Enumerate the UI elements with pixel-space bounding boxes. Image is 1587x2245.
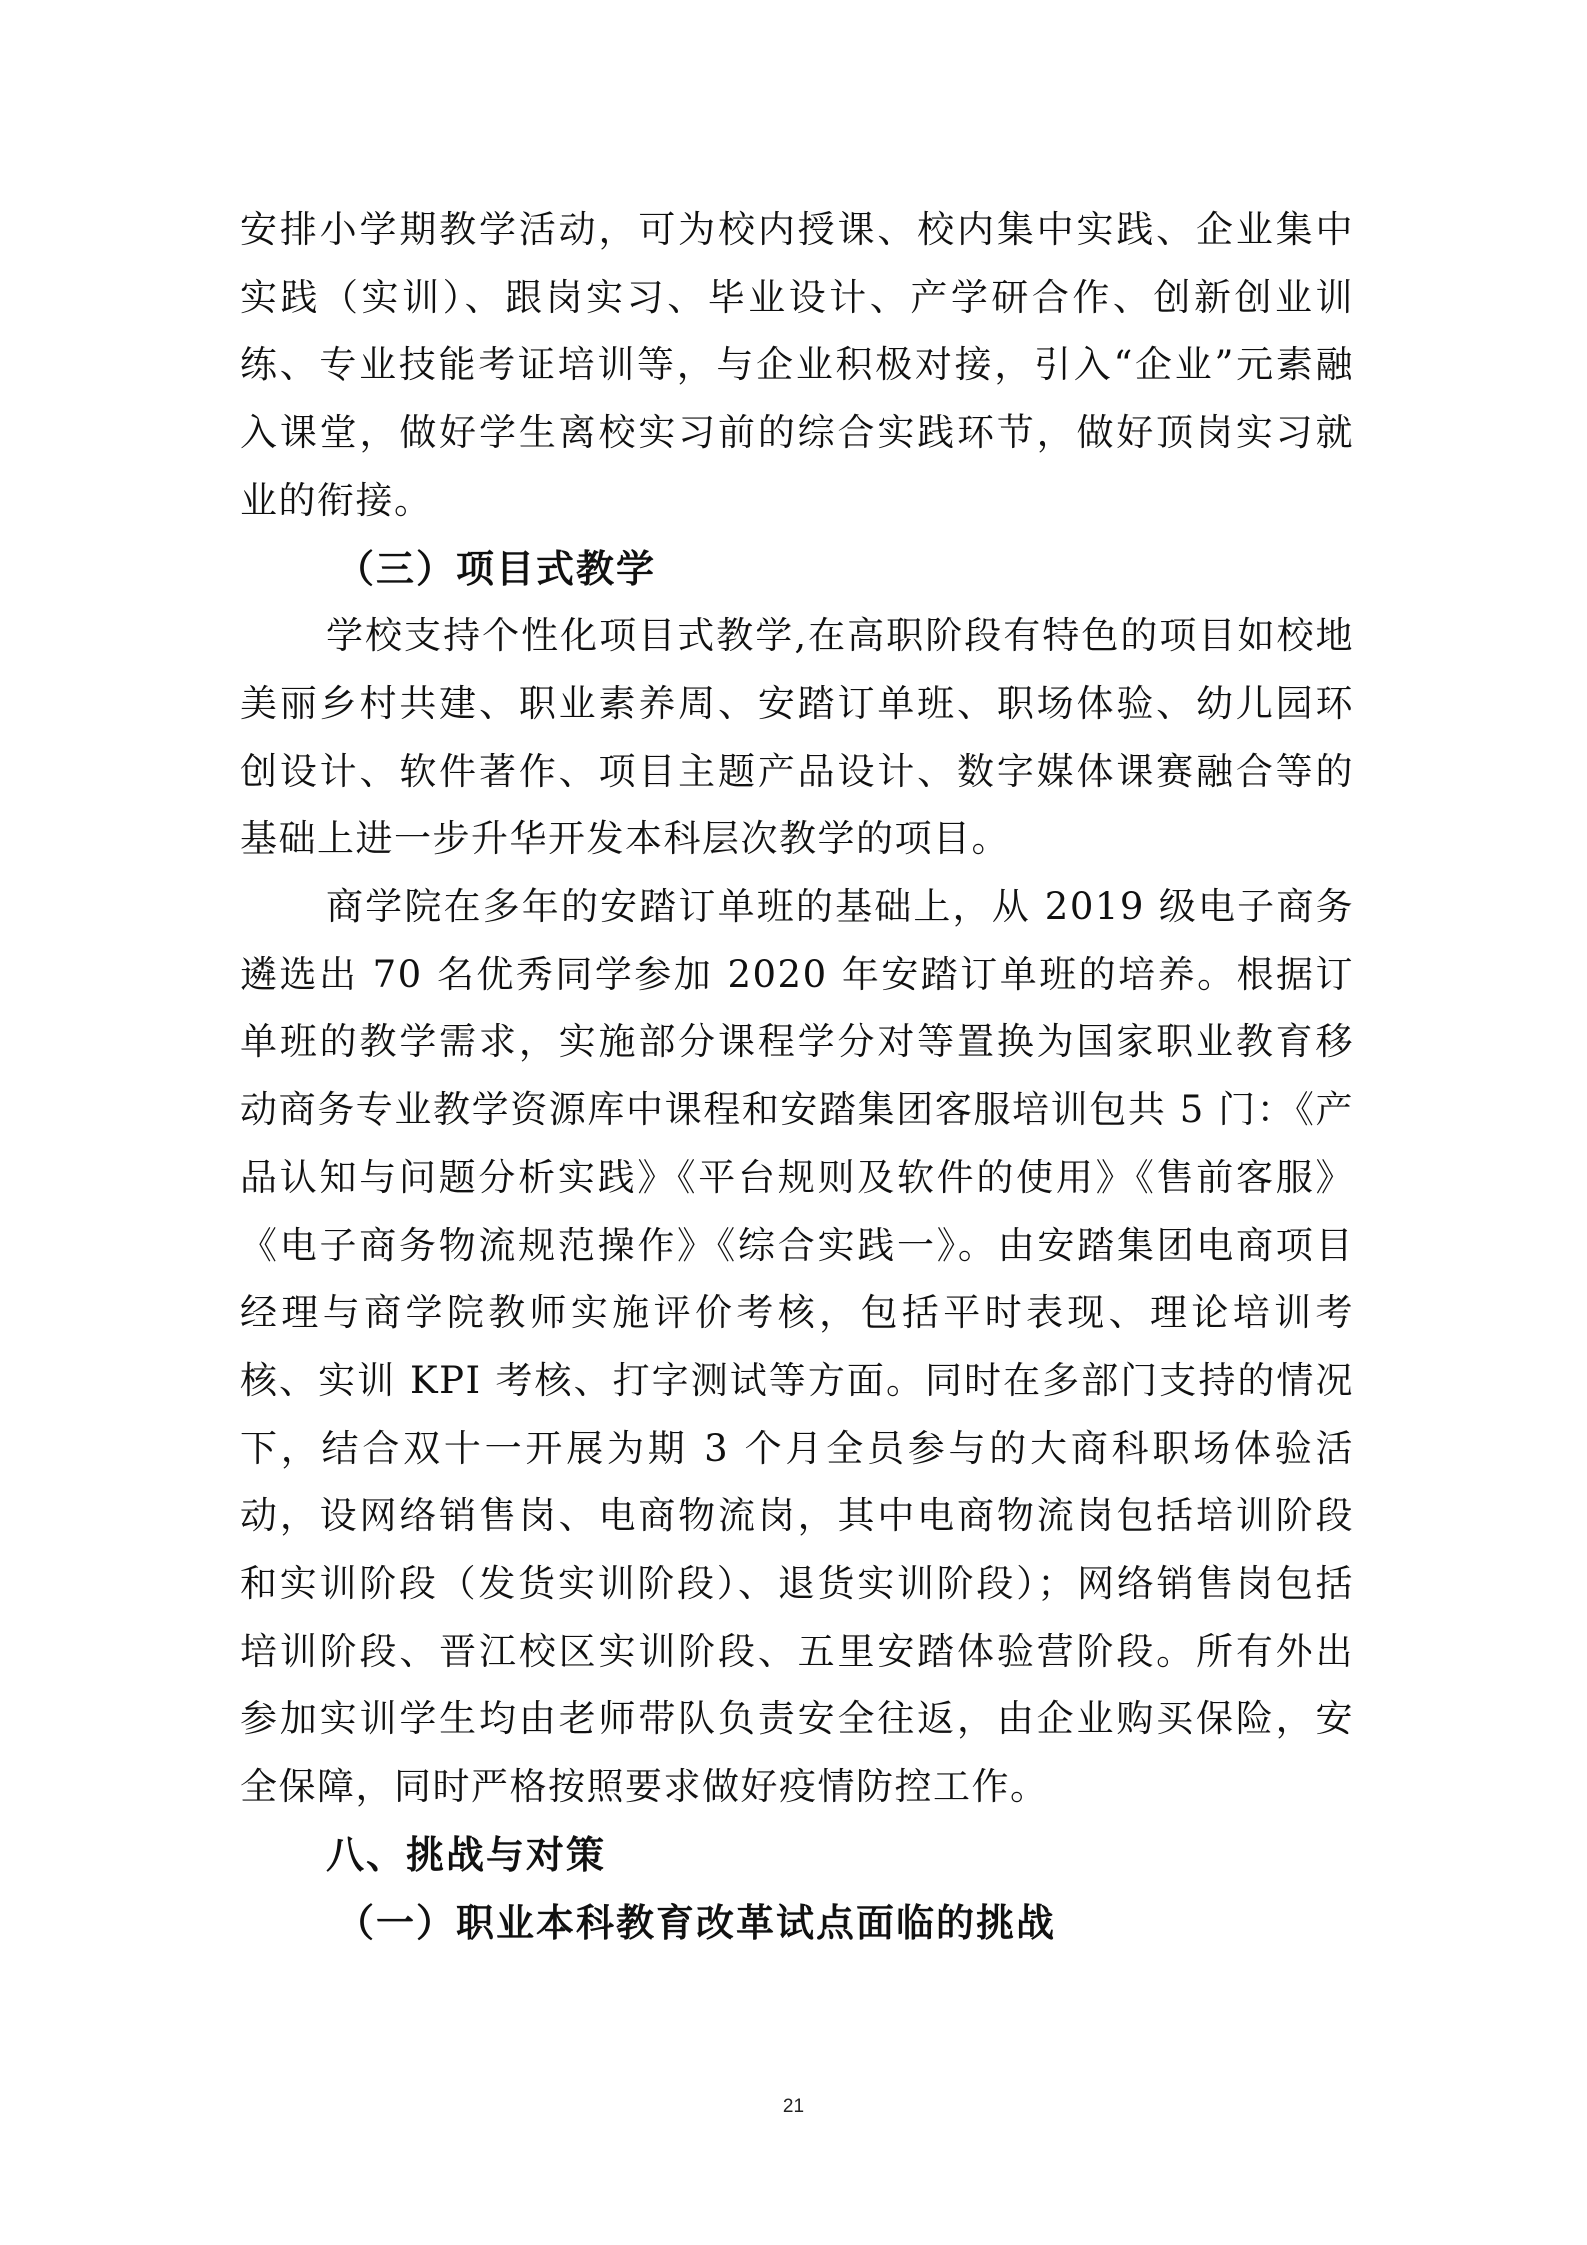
paragraph-anta-order-class: 商学院在多年的安踏订单班的基础上，从 2019 级电子商务遴选出 70 名优秀同学参加 2020 年安踏订单班的培养。根据订单班的教学需求，实施部分课程学分对等置换为国家职业教育移动商务专业教学资源库中课程和安踏集团客服培训包共 5 门：《产品认知与问题分析实践》《平台规则及软件的使用》《售前客服》《电子商务物流规范操作》《综合实践一》。由安踏集团电商项目经理与商学院教师实施评价考核，包括平时表现、理论培训考核、实训 KPI 考核、打字测试等方面。同时在多部门支持的情况下，结合双十一开展为期 3 个月全员参与的大商科职场体验活动，设网络销售岗、电商物流岗，其中电商物流岗包括培训阶段和实训阶段（发货实训阶段）、退货实训阶段）；网络销售岗包括培训阶段、晋江校区实训阶段、五里安踏体验营阶段。所有外出参加实训学生均由老师带队负责安全往返，由企业购买保险，安全保障，同时严格按照要求做好疫情防控工作。 bbox=[240, 885, 1354, 1809]
page-number: 21 bbox=[782, 2096, 805, 2117]
paragraph-personalized-projects: 学校支持个性化项目式教学,在高职阶段有特色的项目如校地美丽乡村共建、职业素养周、安踏订单班、职场体验、幼儿园环创设计、软件著作、项目主题产品设计、数字媒体课赛融合等的基础上进一步升华开发本科层次教学的项目。 bbox=[240, 614, 1354, 861]
heading-challenges-and-countermeasures: 八、挑战与对策 bbox=[326, 1831, 607, 1877]
document-body bbox=[240, 196, 1354, 1956]
heading-project-based-teaching: （三）项目式教学 bbox=[336, 545, 657, 591]
heading-pilot-challenges: （一）职业本科教育改革试点面临的挑战 bbox=[336, 1899, 1057, 1945]
paragraph-semester-arrangement: 安排小学期教学活动，可为校内授课、校内集中实践、企业集中实践（实训）、跟岗实习、毕业设计、产学研合作、创新创业训练、专业技能考证培训等，与企业积极对接，引入“企业”元素融入课堂，做好学生离校实习前的综合实践环节，做好顶岗实习就业的衔接。 bbox=[240, 208, 1354, 522]
